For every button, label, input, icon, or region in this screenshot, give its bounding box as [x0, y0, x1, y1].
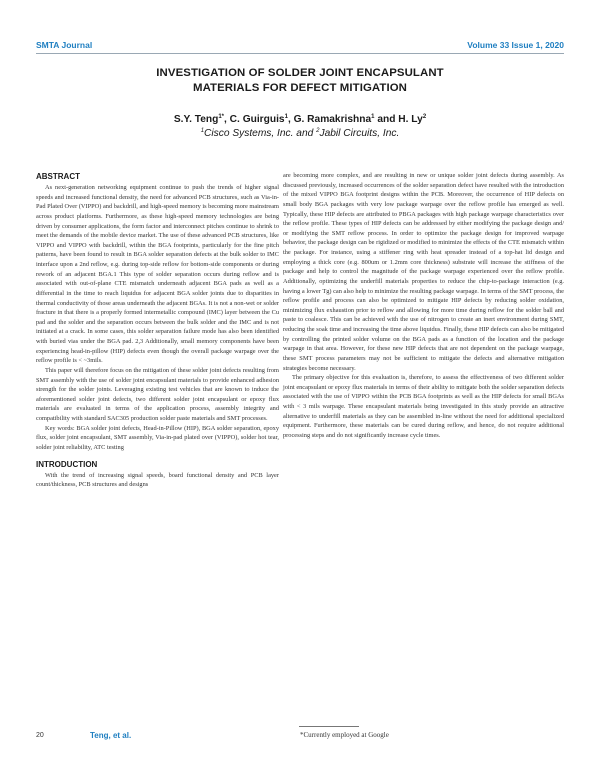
paper-title-line-1: INVESTIGATION OF SOLDER JOINT ENCAPSULANT: [156, 67, 444, 79]
right-column: [283, 171, 564, 441]
introduction-paragraph-1-continued: are becoming more complex, and are resulting in new or unique solder joint defects during assembly. As discussed previously, increased occurrences of the solder separation defect have resulted with the introduction of the mixed VIPPO BGA footprint designs within the PCB. Moreover, the occurrence of HIP defects on small body BGA packages with very low package warpage over the reflow profile has emerged as well. Typically, these HIP defects are attributed to PBGA packages with high package warpage characteristics over the reflow profile. These types of HIP defects can be addressed by either modifying the package design and/ or modifying the SMT reflow process. In order to optimize the package design for improved warpage behavior, the package design can be rigidized or modified to minimize the effects of the CTE mismatch within the package. For instance, using a stiffener ring with heat spreader instead of a top-hat lid design and employing a thick core (e.g. 800um or 1.2mm core thickness) substrate will increase the stiffness of the package and help to control the magnitude of the package warpage experienced over the reflow profile. Additionally, optimizing the underfill materials properties to reduce the chip-to-package interaction (e.g. having a lower Tg) can also help to minimize the resulting package warpage. In terms of the SMT process, the reflow profile and process can also be optimized to mitigate HIP defects by reducing solder oxidation, minimizing flux exhaustion prior to reflow and allowing for more time during reflow for the solder ball and paste to coalesce. This can be achieved with the use of nitrogen to create an inert environment during SMT, reducing the soak time and increasing the time above liquidus. Finally, these HIP defects can also be mitigated by controlling the printed solder volume on the BGA pads as a function of the location and the package warpage in that area. However, for these new HIP defects that are not dependent on the package warpage, these SMT process parameters may not be sufficient to mitigate the defects and alternative mitigation strategies become necessary.: [283, 172, 564, 372]
footnote-rule: [299, 726, 359, 727]
author-4: and H. Ly: [374, 114, 423, 125]
introduction-paragraph-1: With the trend of increasing signal speeds, board functional density and PCB layer count/thickness, PCB structures and designs: [36, 471, 279, 489]
paper-title-line-2: MATERIALS FOR DEFECT MITIGATION: [192, 82, 408, 94]
keywords: Key words: BGA solder joint defects, Head-in-Pillow (HIP), BGA solder separation, epoxy flux, solder joint encapsulant, SMT assembly, Via-in-pad plated over (VIPPO), solder hot tear, solder joint reliability, ATC testing: [36, 424, 279, 451]
author-2-mark: 1: [284, 114, 288, 120]
author-1: S.Y. Teng: [173, 114, 219, 125]
author-list: [60, 114, 540, 125]
affiliation: [60, 128, 540, 139]
author-4-mark: 2: [422, 114, 427, 120]
introduction-paragraph-2: The primary objective for this evaluation is, therefore, to assess the effectiveness of two different solder joint encapsulant or epoxy flux materials in terms of their ability to mitigate both the solder separation defects associated with the use of VIPPO within the PCB BGA footprints as well as the HIP defects for small BGAs with < 3 mils warpage. These encapsulant materials being investigated in this study provide an attractive alternative to underfill materials as they can be assembled in-line without the need for additional specialized equipment. Furthermore, these materials can be cured during reflow, and hence, do not require additional processing steps and do not significantly increase cycle times.: [283, 374, 564, 439]
abstract-heading: ABSTRACT: [36, 172, 80, 181]
affiliation-org-1: Cisco Systems, Inc. and: [204, 128, 317, 139]
page-number: 20: [36, 732, 44, 739]
footnote: *Currently employed at Google: [300, 731, 389, 739]
author-3-mark: 1: [371, 114, 375, 120]
header-rule: [36, 53, 564, 54]
affiliation-mark-2: 2: [316, 128, 320, 134]
running-author: Teng, et al.: [90, 731, 132, 740]
author-3: , G. Ramakrishna: [287, 114, 372, 125]
journal-volume: Volume 33 Issue 1, 2020: [467, 40, 564, 50]
left-column: [36, 171, 279, 490]
abstract-paragraph-2: This paper will therefore focus on the mitigation of these solder joint defects resulting from SMT assembly with the use of solder joint encapsulant materials to provide enhanced adhesion strength for the solder joints. Leveraging existing test vehicles that are known to induce the aforementioned solder joint defects, two different solder joint encapsulant or epoxy flux materials are evaluated in terms of the application process, assembly integrity and compatibility with standard SAC305 production solder paste materials and SMT processes.: [36, 366, 279, 422]
affiliation-org-2: Jabil Circuits, Inc.: [319, 128, 400, 139]
paper-title: [60, 66, 540, 96]
journal-name: SMTA Journal: [36, 40, 93, 50]
introduction-heading: INTRODUCTION: [36, 459, 98, 469]
affiliation-mark-1: 1: [200, 128, 205, 134]
author-1-mark: 1*: [218, 114, 225, 120]
abstract-paragraph-1: As next-generation networking equipment continue to push the trends of higher signal speeds and increased functional density, the need for advanced PCB structures, such as Via-in-Pad Plated Over (VIPPO) and backdrill, and high-speed memory is becoming more mainstream across product platforms. Furthermore, as these high-speed memory technologies are being driven by consumer applications, the form factor and interconnect pitches continue to shrink to meet the demands of the mobile device market. The use of these advanced PCB structures, like VIPPO and VIPPO with backdrill, within the BGA footprints, particularly for the fine pitch patterns, have been found to result in BGA solder separation defects at the bulk solder to IMC interface upon a 2nd reflow, e.g. during top-side reflow for bottom-side components or during rework of an adjacent BGA.1 This type of solder separation occurs during reflow and is associated with out-of-plane CTE mismatch underneath adjacent BGA pads as well as a differential in the time to reach liquidus for adjacent BGA solder joints due to disparities in thermal conductivity of those areas underneath the adjacent BGAs. It is not a non-wet or solder fracture in that there is a properly formed intermetallic compound (IMC) layer between the Cu pad and the solder and the separation occurs between the bulk solder and the IMC and is not initiated at a crack. In some cases, this solder separation failure mode has also been identified with buried vias under the BGA pad. 2,3 Additionally, small memory components have been experiencing head-in-pillow (HIP) defects even though the overall package warpage over the reflow profile is < ~3mils.: [36, 184, 279, 365]
author-2: , C. Guirguis: [224, 114, 285, 125]
